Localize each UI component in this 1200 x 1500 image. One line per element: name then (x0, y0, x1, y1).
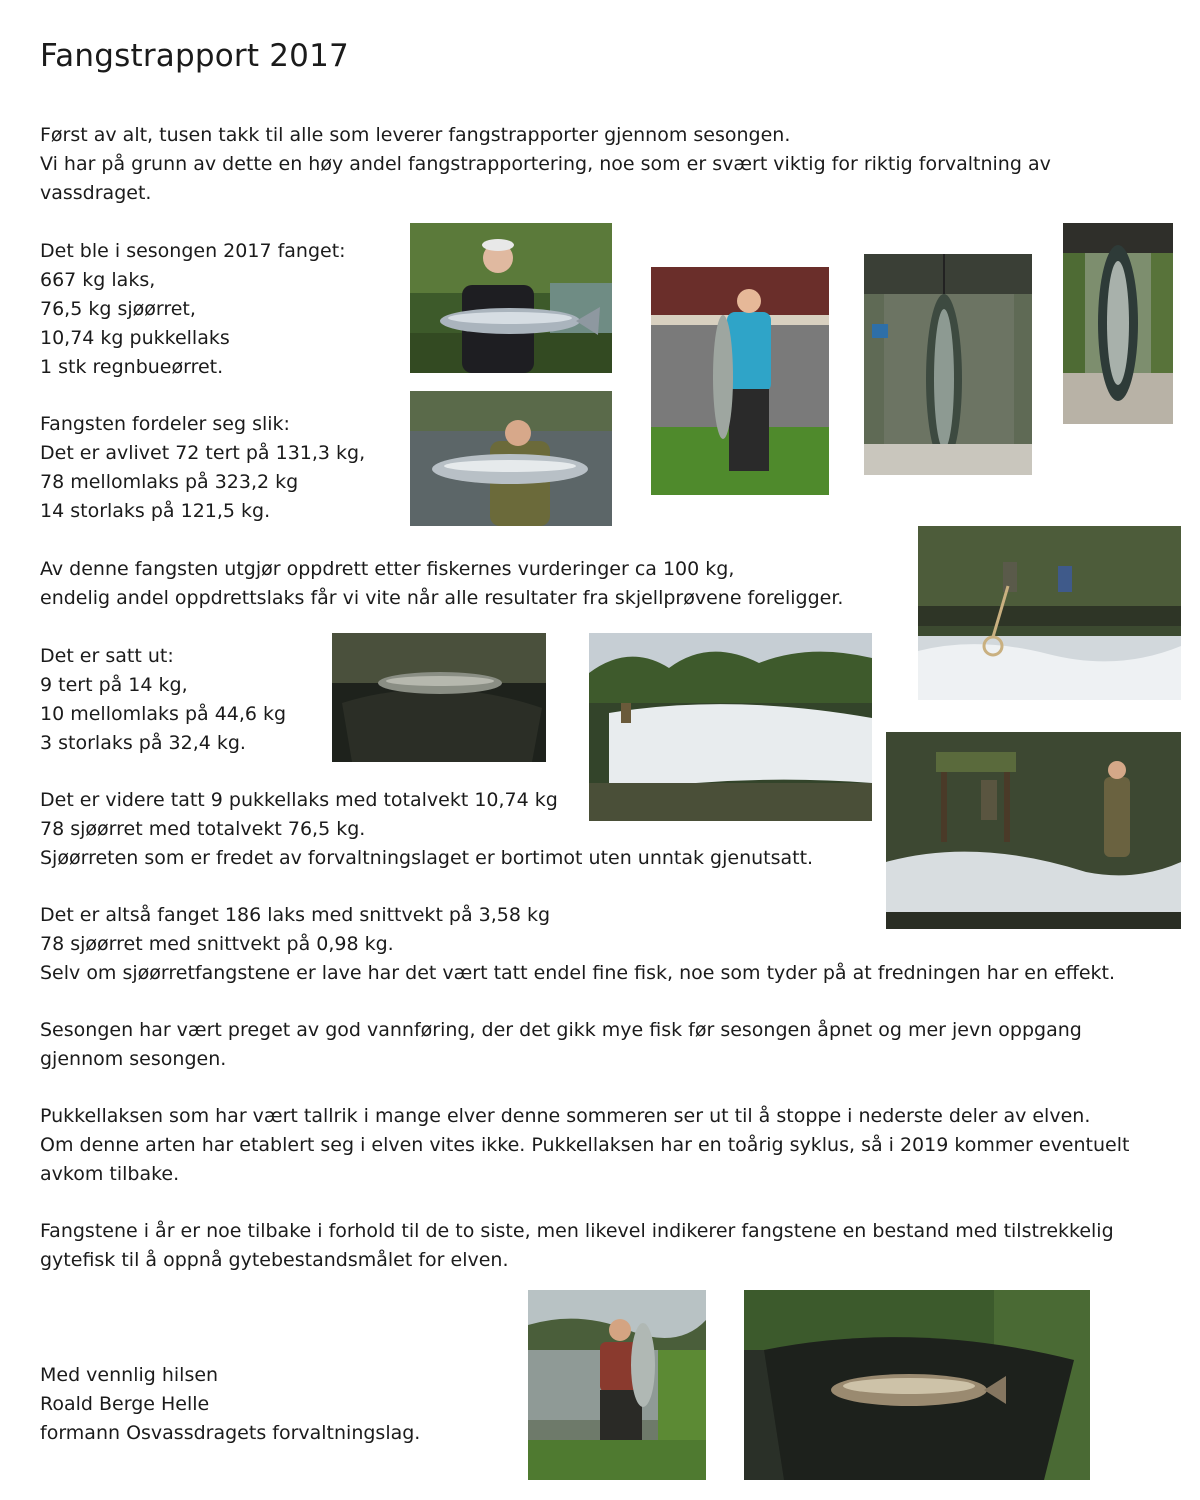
text-line: Det er videre tatt 9 pukkellaks med totalvekt 10,74 kg (40, 789, 558, 811)
signature-greeting: Med vennlig hilsen (40, 1364, 219, 1386)
text-line: gytefisk til å oppnå gytebestandsmålet for elven. (40, 1249, 509, 1271)
text-line: Det er avlivet 72 tert på 131,3 kg, (40, 442, 366, 464)
text-line: Det er satt ut: (40, 645, 174, 667)
text-line: Sjøørreten som er fredet av forvaltningslaget er bortimot uten unntak gjenutsatt. (40, 847, 814, 869)
anglers-by-waterfall-photo (886, 732, 1181, 929)
text-line: Fangsten fordeler seg slik: (40, 413, 290, 435)
text-line: vassdraget. (40, 182, 152, 204)
text-line: 14 storlaks på 121,5 kg. (40, 500, 271, 522)
text-line: 9 tert på 14 kg, (40, 674, 188, 696)
text-line: Om denne arten har etablert seg i elven vites ikke. Pukkellaksen har en toårig syklus, så i 2019 kommer eventuelt (40, 1134, 1130, 1156)
text-line: 3 storlaks på 32,4 kg. (40, 732, 246, 754)
hanging-salmon-photo (864, 254, 1032, 475)
text-line: Pukkellaksen som har vært tallrik i mange elver denne sommeren ser ut til å stoppe i nederste deler av elven. (40, 1105, 1091, 1127)
text-line: Selv om sjøørretfangstene er lave har det vært tatt endel fine fisk, noe som tyder på at fredningen har en effekt. (40, 962, 1116, 984)
text-line: gjennom sesongen. (40, 1048, 227, 1070)
text-line: 1 stk regnbueørret. (40, 356, 224, 378)
waterfall-netting-photo (918, 526, 1181, 700)
man-holding-fish-photo (651, 267, 829, 495)
text-line: Av denne fangsten utgjør oppdrett etter fiskernes vurderinger ca 100 kg, (40, 558, 735, 580)
text-line: Det er altså fanget 186 laks med snittvekt på 3,58 kg (40, 904, 551, 926)
river-rapids-photo (589, 633, 872, 821)
text-line: 78 sjøørret med totalvekt 76,5 kg. (40, 818, 366, 840)
salmon-in-shed-photo (1063, 223, 1173, 424)
text-line: 10,74 kg pukkellaks (40, 327, 230, 349)
signature-title: formann Osvassdragets forvaltningslag. (40, 1422, 421, 1444)
text-line: 667 kg laks, (40, 269, 156, 291)
fish-in-net-photo (332, 633, 546, 762)
text-line: avkom tilbake. (40, 1163, 180, 1185)
page-title: Fangstrapport 2017 (40, 38, 349, 74)
trout-on-net-photo (744, 1290, 1090, 1480)
signature-name: Roald Berge Helle (40, 1393, 210, 1415)
text-line: endelig andel oppdrettslaks får vi vite når alle resultater fra skjellprøvene foreligger. (40, 587, 844, 609)
text-line: Vi har på grunn av dette en høy andel fangstrapportering, noe som er svært viktig for riktig forvaltning av (40, 153, 1051, 175)
text-line: Sesongen har vært preget av god vannføring, der det gikk mye fisk før sesongen åpnet og mer jevn oppgang (40, 1019, 1082, 1041)
angler-river-salmon-photo (410, 391, 612, 526)
text-line: Fangstene i år er noe tilbake i forhold til de to siste, men likevel indikerer fangstene en bestand med tilstrekkelig (40, 1220, 1114, 1242)
text-line: Først av alt, tusen takk til alle som leverer fangstrapporter gjennom sesongen. (40, 124, 791, 146)
text-line: 10 mellomlaks på 44,6 kg (40, 703, 287, 725)
text-line: 76,5 kg sjøørret, (40, 298, 196, 320)
man-crouching-with-salmon-photo (528, 1290, 706, 1480)
text-line: 78 mellomlaks på 323,2 kg (40, 471, 299, 493)
text-line: 78 sjøørret med snittvekt på 0,98 kg. (40, 933, 394, 955)
text-line: Det ble i sesongen 2017 fanget: (40, 240, 346, 262)
angler-with-salmon-photo (410, 223, 612, 373)
